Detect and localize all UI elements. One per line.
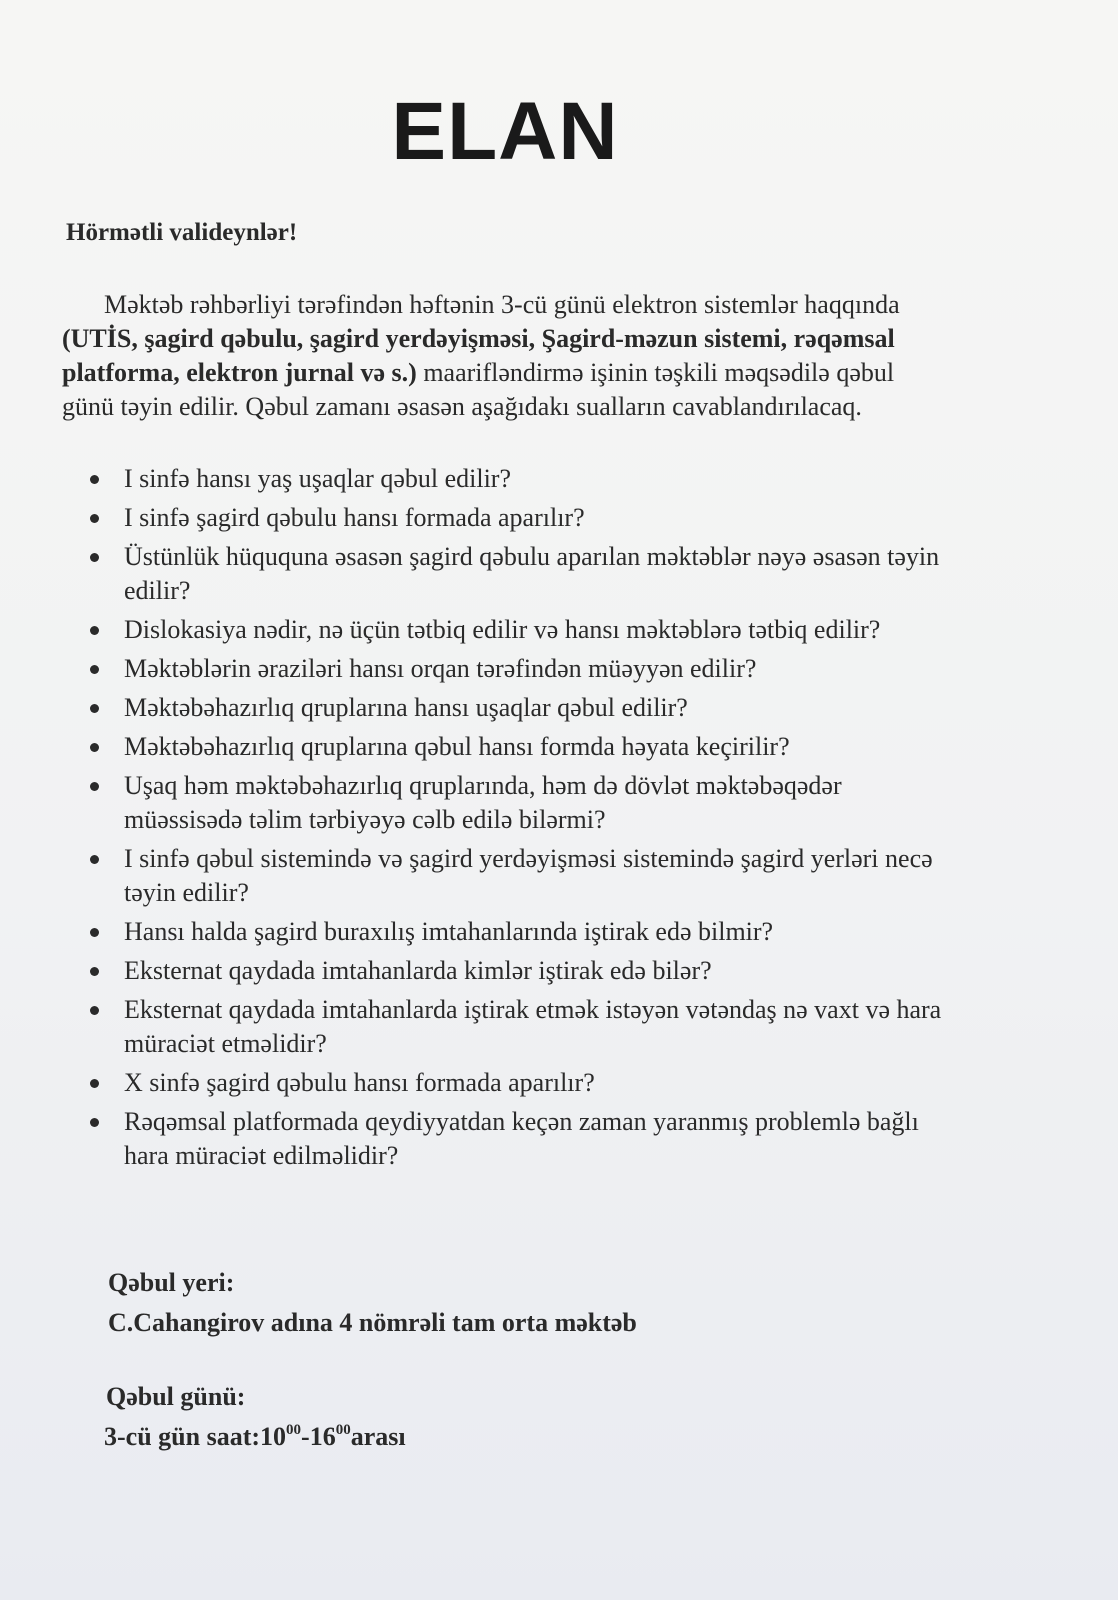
list-item — [86, 540, 966, 608]
question-text: Məktəbəhazırlıq qruplarına qəbul hansı formda həyata keçirilir? — [124, 732, 790, 761]
bullet-icon — [90, 1079, 99, 1088]
greeting: Hörmətli valideynlər! — [66, 219, 298, 246]
time-separator: - — [301, 1422, 310, 1451]
list-item — [86, 993, 966, 1061]
list-item — [86, 501, 966, 535]
question-text: Eksternat qaydada imtahanlarda iştirak etmək istəyən vətəndaş nə vaxt və hara müraciət etməlidir? — [124, 995, 942, 1058]
intro-text-2: maarifləndirmə işinin təşkili məqsədilə qəbul günü təyin edilir. Qəbul zamanı əsasən aşağıdakı sualların cavablandırılacaq. — [62, 358, 895, 421]
question-text: I sinfə qəbul sistemində və şagird yerdəyişməsi sistemində şagird yerləri necə təyin edilir? — [124, 844, 933, 907]
bullet-icon — [90, 1006, 99, 1015]
intro-paragraph — [62, 288, 942, 424]
question-list — [86, 462, 966, 1178]
question-text: Dislokasiya nədir, nə üçün tətbiq edilir və hansı məktəblərə tətbiq edilir? — [124, 615, 881, 644]
list-item — [86, 613, 966, 647]
list-item — [86, 769, 966, 837]
reception-place-label: Qəbul yeri: — [108, 1268, 235, 1297]
end-hour: 16 — [309, 1422, 336, 1451]
reception-day-value — [104, 1420, 406, 1454]
question-text: Eksternat qaydada imtahanlarda kimlər iştirak edə bilər? — [124, 956, 712, 985]
list-item — [86, 954, 966, 988]
question-text: I sinfə hansı yaş uşaqlar qəbul edilir? — [124, 464, 511, 493]
intro-text-1: Məktəb rəhbərliyi tərəfindən həftənin 3-cü günü elektron sistemlər haqqında — [104, 290, 900, 319]
question-text: Uşaq həm məktəbəhazırlıq qruplarında, həm də dövlət məktəbəqədər müəssisədə təlim tərbiyəyə cəlb edilə bilərmi? — [124, 771, 842, 834]
question-text: Məktəblərin əraziləri hansı orqan tərəfindən müəyyən edilir? — [124, 654, 757, 683]
bullet-icon — [90, 743, 99, 752]
list-item — [86, 730, 966, 764]
bullet-icon — [90, 704, 99, 713]
bullet-icon — [90, 928, 99, 937]
start-minutes: 00 — [286, 1422, 302, 1438]
bullet-icon — [90, 665, 99, 674]
list-item — [86, 1066, 966, 1100]
bullet-icon — [90, 1118, 99, 1127]
bullet-icon — [90, 475, 99, 484]
question-text: I sinfə şagird qəbulu hansı formada aparılır? — [124, 503, 585, 532]
list-item — [86, 652, 966, 686]
bullet-icon — [90, 782, 99, 791]
question-text: Rəqəmsal platformada qeydiyyatdan keçən zaman yaranmış problemlə bağlı hara müraciət edilməlidir? — [124, 1107, 919, 1170]
list-item — [86, 915, 966, 949]
bullet-icon — [90, 855, 99, 864]
reception-place-value: C.Cahangirov adına 4 nömrəli tam orta məktəb — [108, 1308, 637, 1337]
question-text: X sinfə şagird qəbulu hansı formada aparılır? — [124, 1068, 595, 1097]
question-text: Hansı halda şagird buraxılış imtahanlarında iştirak edə bilmir? — [124, 917, 774, 946]
start-hour: 10 — [260, 1422, 287, 1451]
list-item — [86, 842, 966, 910]
question-text: Üstünlük hüququna əsasən şagird qəbulu aparılan məktəblər nəyə əsasən təyin edilir? — [124, 542, 940, 605]
bullet-icon — [90, 553, 99, 562]
day-prefix: 3-cü gün saat: — [104, 1422, 261, 1451]
list-item — [86, 462, 966, 496]
notice-title: ELAN — [391, 86, 619, 177]
reception-day-label: Qəbul günü: — [106, 1382, 246, 1411]
end-minutes: 00 — [335, 1422, 351, 1438]
intro-systems-bold: (UTİS, şagird qəbulu, şagird yerdəyişməsi, Şagird-məzun sistemi, rəqəmsal platforma, elektron jurnal və s.) — [62, 324, 895, 387]
list-item — [86, 691, 966, 725]
question-text: Məktəbəhazırlıq qruplarına hansı uşaqlar qəbul edilir? — [124, 693, 688, 722]
bullet-icon — [90, 967, 99, 976]
bullet-icon — [90, 514, 99, 523]
list-item — [86, 1105, 966, 1173]
bullet-icon — [90, 626, 99, 635]
day-suffix: arası — [350, 1422, 406, 1451]
